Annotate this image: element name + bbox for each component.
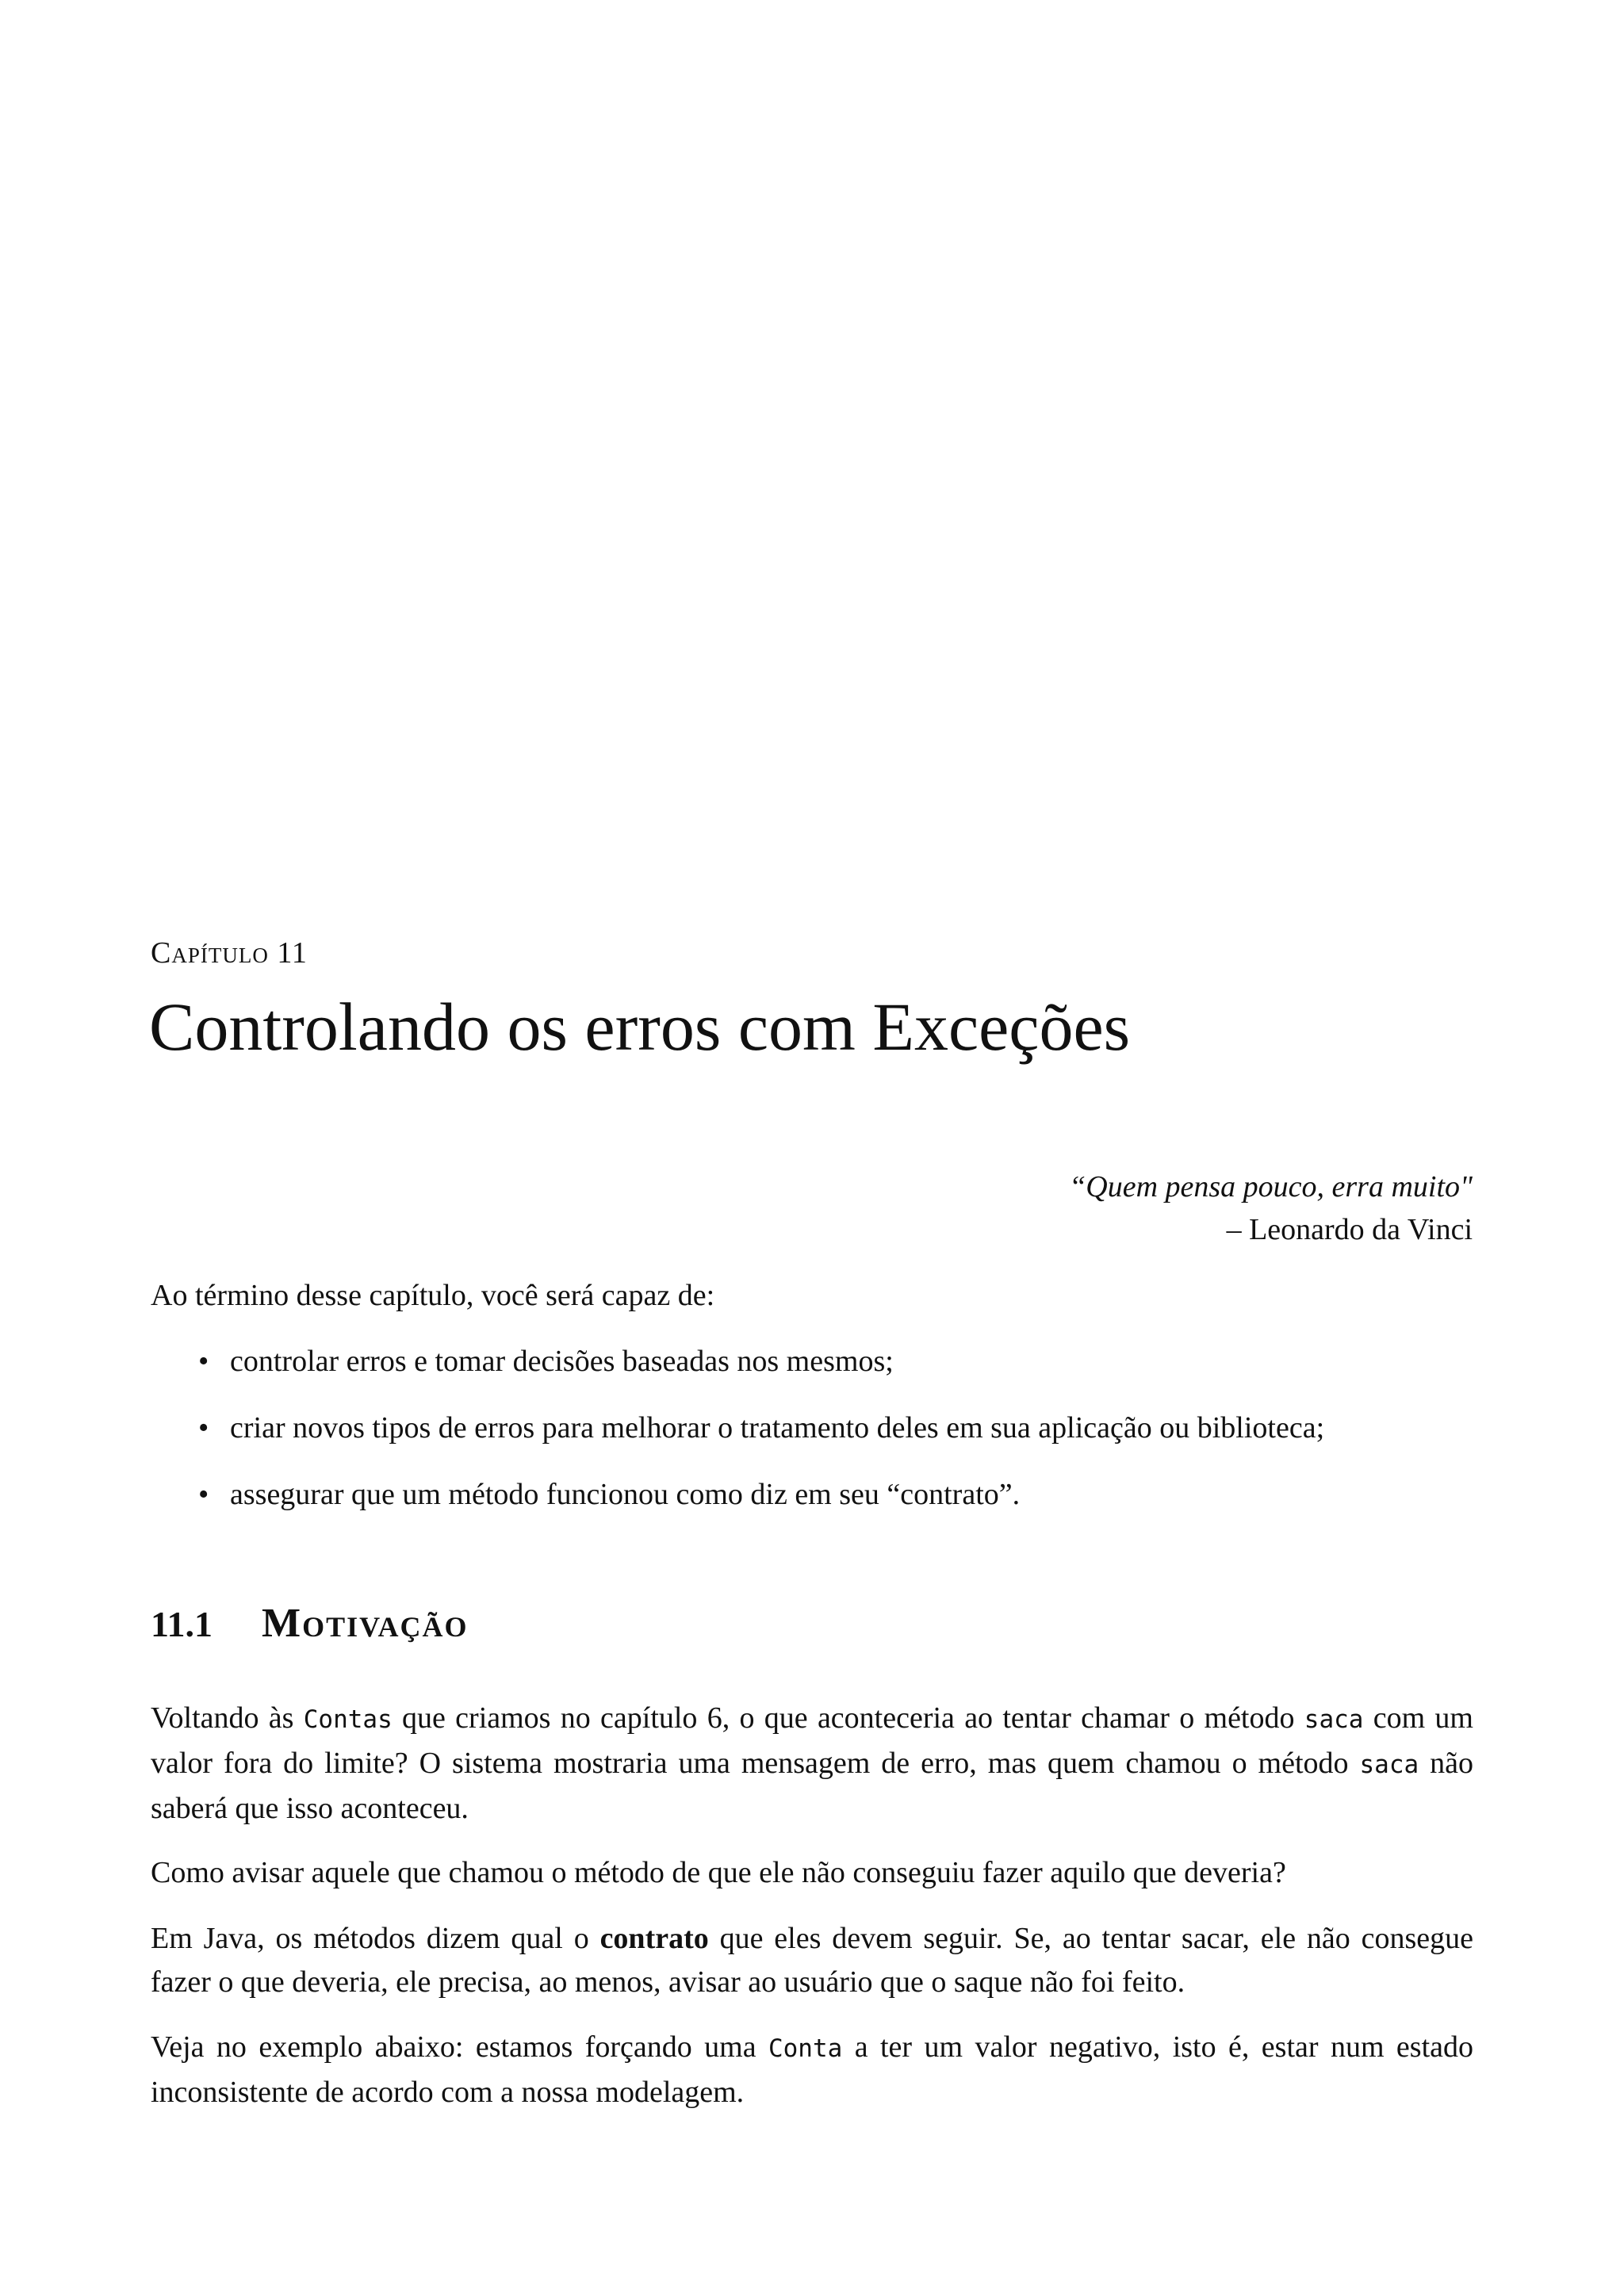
paragraph: Como avisar aquele que chamou o método de que ele não conseguiu fazer aquilo que deveria? — [151, 1856, 1286, 1889]
epigraph-author: – Leonardo da Vinci — [1226, 1213, 1473, 1246]
epigraph — [1069, 1165, 1473, 1251]
inline-code: saca — [1359, 1751, 1419, 1779]
section-number: 11.1 — [151, 1604, 213, 1644]
chapter-label: Capítulo 11 — [151, 936, 308, 970]
chapter-goals-list — [151, 1340, 1324, 1540]
paragraph-text: com um valor fora do limite? O sistema mostraria uma mensagem de erro, mas quem chamou o método — [151, 1701, 1473, 1780]
chapter-intro: Ao término desse capítulo, você será capaz de: — [151, 1279, 715, 1312]
bold-term: contrato — [599, 1922, 709, 1955]
paragraph — [151, 2026, 1473, 2114]
chapter-title: Controlando os erros com Exceções — [149, 989, 1131, 1065]
list-item — [151, 1473, 1324, 1540]
bullet-icon: • — [198, 1411, 209, 1445]
inline-code: saca — [1304, 1705, 1364, 1734]
section-heading — [151, 1600, 468, 1647]
paragraph-text: Veja no exemplo abaixo: estamos forçando uma — [151, 2030, 768, 2064]
paragraph — [151, 1697, 1473, 1831]
bullet-icon: • — [198, 1345, 209, 1378]
inline-code: Contas — [303, 1705, 393, 1734]
paragraph-text: que eles devem seguir. Se, ao tentar sacar, ele não consegue fazer o que deveria, ele precisa, ao menos, avisar ao usuário que o saque não foi feito. — [151, 1922, 1474, 1999]
paragraph — [151, 1917, 1473, 2004]
paragraph-text: Voltando às — [151, 1701, 304, 1735]
epigraph-quote: “Quem pensa pouco, erra muito" — [1069, 1170, 1473, 1203]
paragraph-text: que criamos no capítulo 6, o que aconteceria ao tentar chamar o método — [392, 1701, 1304, 1735]
goal-text: controlar erros e tomar decisões baseadas nos mesmos; — [230, 1345, 894, 1378]
paragraph-text: a ter um valor negativo, isto é, estar num estado inconsistente de acordo com a nossa modelagem. — [151, 2030, 1473, 2109]
goal-text: assegurar que um método funcionou como diz em seu “contrato”. — [230, 1478, 1021, 1511]
list-item — [151, 1340, 1324, 1406]
list-item — [151, 1406, 1324, 1473]
paragraph-text: Em Java, os métodos dizem qual o — [151, 1922, 600, 1955]
paragraph-text: não saberá que isso aconteceu. — [151, 1747, 1473, 1825]
section-title: Motivação — [262, 1601, 469, 1646]
inline-code: Conta — [768, 2034, 843, 2063]
bullet-icon: • — [198, 1478, 209, 1511]
goal-text: criar novos tipos de erros para melhorar o tratamento deles em sua aplicação ou biblioteca; — [230, 1411, 1325, 1445]
